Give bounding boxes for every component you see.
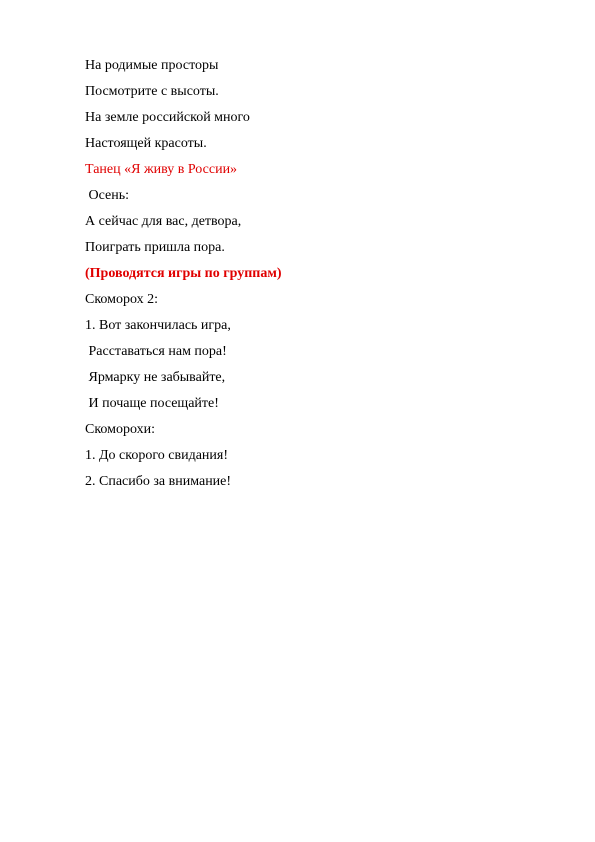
- speaker-label: Осень:: [85, 188, 129, 203]
- stage-direction-dance: Танец «Я живу в России»: [85, 162, 238, 177]
- text-line: 2. Спасибо за внимание!: [85, 474, 232, 489]
- text-line: И почаще посещайте!: [85, 396, 219, 411]
- text-line: Расставаться нам пора!: [85, 344, 227, 359]
- text-line: 1. Вот закончилась игра,: [85, 318, 231, 333]
- text-line: На земле российской много: [85, 110, 250, 125]
- text-line: Ярмарку не забывайте,: [85, 370, 226, 385]
- text-line: А сейчас для вас, детвора,: [85, 214, 242, 229]
- document-body: [85, 57, 535, 499]
- speaker-label: Скоморох 2:: [85, 292, 159, 307]
- speaker-label: Скоморохи:: [85, 422, 156, 437]
- text-line: 1. До скорого свидания!: [85, 448, 228, 463]
- text-line: Посмотрите с высоты.: [85, 84, 219, 99]
- text-line: Настоящей красоты.: [85, 136, 207, 151]
- text-line: На родимые просторы: [85, 58, 219, 73]
- text-line: Поиграть пришла пора.: [85, 240, 225, 255]
- stage-direction-games: (Проводятся игры по группам): [85, 266, 282, 281]
